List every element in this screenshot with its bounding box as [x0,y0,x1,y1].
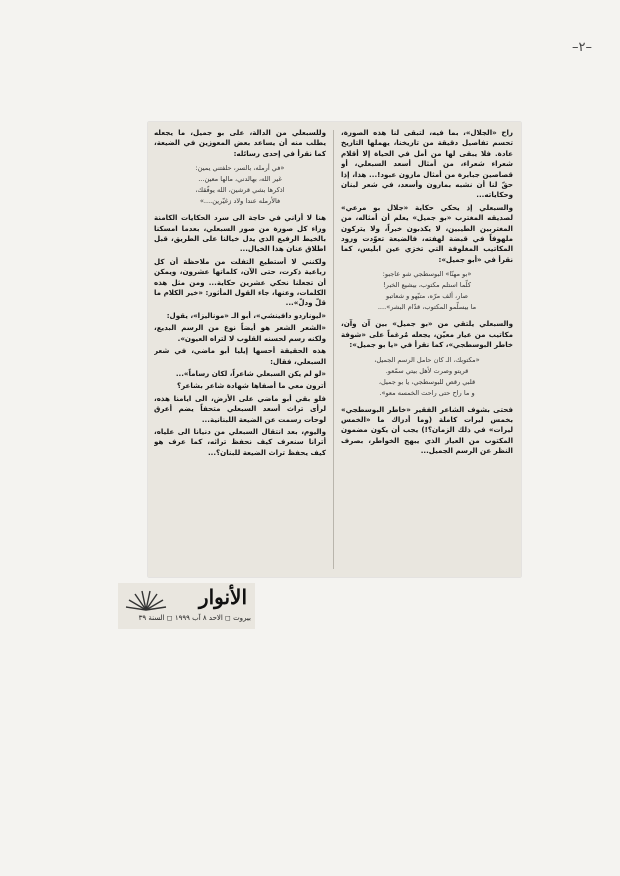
paragraph: ولكنني لا أستطيع التفلت من ملاحظة أن كل رباعية ذكرت، حتى الآن، كلماتها عشرون، ويمكن أن تجعلنا نحكي عشرين حكاية... ومن مثل هذه الكلمات، وعنها، جاء القول المأثور: «خير الكلام ما قلّ ودلّ»... [154,256,326,308]
paragraph: فلو بقي أبو ماضي على الأرض، الى ايامنا هذه، لرأى تراث أسعد السبعلي متحفاً يضم أعرق لوحات رسمت عن الضيعة اللبنانية... [154,393,326,424]
poem-verse [154,163,326,207]
masthead-dateline: بيروت ◻ الاحد ٨ آب ١٩٩٩ ◻ السنة ٣٩ [138,614,251,622]
paragraph: «ليوناردو دافينشي»، أبو الـ «موناليزا»، يقول: [166,310,326,320]
verse-line: «في أرمله، بالسر، حلفتني يمين: [195,164,285,173]
verse-line: اذكرها بشي قرشين، الله يوفّقك، [195,186,285,195]
verse-line: «مكتوبك، الـ كان حامل الرسم الجميل، [374,355,480,364]
paragraph: «لو لم يكن السبعلي شاعراً، لكان رساماً»... [175,368,326,378]
sunburst-icon [124,589,168,611]
paragraph: راح «الجلال»، بما فيه، لتبقى لنا هذه الصورة، تحسم تفاصيل دقيقة من تاريخنا، يهملها التاريخ عادة. فلا يبقى لها من أمل في الحياة إلا أقلام شعراء شعراء، من أمثال أسعد السبعلي، أو قصاصين جبابرة من أمثال مارون عبود!... هذا، إذا حقّ لنا أن نشبه بمارون وأسعد، في شعر لبنان وحكاياته... [341,128,513,200]
masthead-logo: الأنوار [198,585,247,609]
paragraph: هذه الحقيقة أحسها إيليا أبو ماضي، في شعر السبعلي، فقال: [154,346,326,366]
verse-line: فالأرمله عندا ولاد زغيّرين....» [199,197,281,206]
article-column-right [341,128,513,571]
paragraph: والسبعلي إذ يحكي حكاية «جلال بو مرعي» لصديقه المغترب «بو جميل» يعلم أن أمثاله، من المغتربين الطيبين، لا يكذبون خبراً، ولا يتركون ملهوفاً في قبضة لهفته، فالضيعة تعوّدت ورود المكاتيب المغلوفة التي تخزي عين ابليس، كما نقرأ في «أبو جميل»: [341,202,513,264]
article-column-left [154,128,326,571]
paragraph: فحتى بشوف الشاعر الفقير «خاطر البوسطجي» بخمس ليرات كاملة (وما أدراك ما «الخمس ليرات» في ذلك الزمان؟!) يجب أن يكون مضمون المكتوب من العيار الذي يبهج الخواطر، بصرف النظر عن الرسم الجميل... [341,404,513,456]
verse-line: قلبي رقص للبوسطجي، يا بو جميل، [378,377,476,386]
paragraph: واليوم، بعد انتقال السبعلي من دنيانا الى علياه، أترانا سنعرف كيف نحفظ تراثه، كما عرف هو كيف يحفظ تراث الضيعة للبنان؟... [154,426,326,457]
poem-verse [341,355,513,399]
paragraph: أترون معي ما أصفاها شهادة شاعر بشاعر؟ [176,381,326,391]
verse-line: «بو مهنّا» البوسطجي شو عاجبو: [382,270,472,279]
poem-verse [341,269,513,313]
verse-line: قريتو وصرت لأهل بيتي سمّعو. [385,366,469,375]
column-divider [333,130,334,569]
paragraph: وللسبعلي من الدالة، على بو جميل، ما يجعله يطلب منه أن يساعد بعض المعوزين في الضيعة، كما نقرأ في إحدى رسائله: [154,128,326,158]
page-number: –٢– [572,40,592,55]
newspaper-masthead [118,583,255,629]
paragraph: والسبعلي يلتقي من «بو جميل» بين آن وآن، مكاتيب من عيار معيّن، يجعله مُرغماً على «شوفة خاطر البوسطجي»، كما نقرأ في «يا بو جميل»: [341,319,513,350]
verse-line: غير الله، بهالدني، مالها معين... [198,175,282,184]
verse-line: و ما راح حتى راحت الخمسه معو». [379,388,475,397]
verse-line: ما بيسلّمو المكتوب، قدّام البشر».... [377,303,477,312]
newspaper-clipping [148,122,521,577]
verse-line: كلّما استلم مكتوب، بيشيع الخبر! [383,281,471,290]
verse-line: صار، ألف مرّه، متبّهو و شعاتبو [386,292,468,301]
paragraph: هنا لا أراني في حاجة الى سرد الحكايات الكامنة وراء كل صورة من صور السبعلي، بعدما امسكنا بالخيط الرفيع الذي يدل خيالنا على الطريق، قبل اطلاق عنان هذا الخيال... [154,213,326,254]
paragraph: «الشعر الشعر هو أيضاً نوع من الرسم البديع، ولكنه رسم لحسنه القلوب لا لتراه العيون». [154,323,326,343]
masthead-logo-row [120,585,253,613]
